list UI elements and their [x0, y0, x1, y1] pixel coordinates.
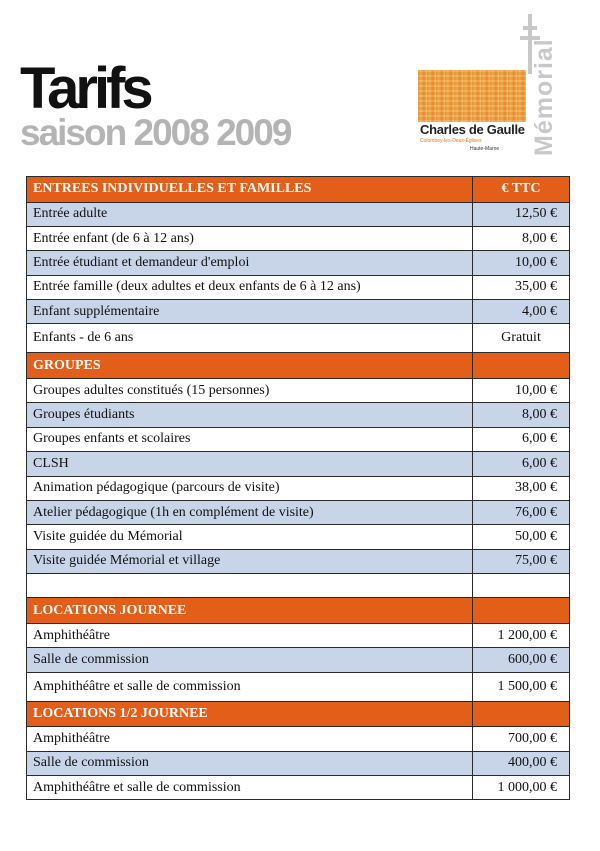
row-price: 35,00 € [473, 275, 570, 299]
table-row [27, 623, 570, 647]
table-row [27, 300, 570, 324]
row-label: Entrée famille (deux adultes et deux enfants de 6 à 12 ans) [27, 275, 473, 299]
page-subtitle: saison 2008 2009 [20, 112, 291, 153]
row-label: Amphithéâtre [27, 727, 473, 751]
section-header-groups [27, 353, 570, 379]
row-label: Groupes adultes constitués (15 personnes) [27, 378, 473, 402]
section-header-individual [27, 177, 570, 203]
section-title: GROUPES [27, 353, 473, 379]
table-row [27, 525, 570, 549]
row-label: Salle de commission [27, 648, 473, 672]
row-price: 8,00 € [473, 226, 570, 250]
row-price: 1 500,00 € [473, 672, 570, 701]
row-label: CLSH [27, 452, 473, 476]
table-row [27, 727, 570, 751]
row-label: Amphithéâtre et salle de commission [27, 672, 473, 701]
row-price: 4,00 € [473, 300, 570, 324]
table-row [27, 476, 570, 500]
table-row [27, 275, 570, 299]
row-price: 700,00 € [473, 727, 570, 751]
section-title: ENTREES INDIVIDUELLES ET FAMILLES [27, 177, 473, 203]
table-row [27, 751, 570, 775]
row-label: Groupes étudiants [27, 403, 473, 427]
table-row [27, 776, 570, 800]
section-title: LOCATIONS JOURNEE [27, 598, 473, 624]
table-row [27, 202, 570, 226]
row-label: Entrée adulte [27, 202, 473, 226]
row-label: Entrée enfant (de 6 à 12 ans) [27, 226, 473, 250]
row-price: 400,00 € [473, 751, 570, 775]
row-price: 12,50 € [473, 202, 570, 226]
section-header-day-rental [27, 598, 570, 624]
memorial-logo [412, 14, 562, 159]
row-label: Visite guidée Mémorial et village [27, 549, 473, 573]
row-price: Gratuit [473, 324, 570, 353]
row-label: Groupes enfants et scolaires [27, 427, 473, 451]
row-price: 10,00 € [473, 251, 570, 275]
table-row [27, 403, 570, 427]
table-row [27, 672, 570, 701]
row-price: 76,00 € [473, 500, 570, 524]
row-price: 10,00 € [473, 378, 570, 402]
row-label: Atelier pédagogique (1h en complément de visite) [27, 500, 473, 524]
logo-region: Haute-Marne [470, 146, 500, 152]
row-price: 1 000,00 € [473, 776, 570, 800]
logo-name: Charles de Gaulle [420, 122, 525, 137]
table-row [27, 648, 570, 672]
row-price: 75,00 € [473, 549, 570, 573]
row-price: 6,00 € [473, 452, 570, 476]
row-price: 1 200,00 € [473, 623, 570, 647]
table-row [27, 226, 570, 250]
row-label: Amphithéâtre et salle de commission [27, 776, 473, 800]
row-label: Animation pédagogique (parcours de visite) [27, 476, 473, 500]
table-row [27, 427, 570, 451]
table-row [27, 324, 570, 353]
row-label [27, 574, 473, 598]
row-price: 38,00 € [473, 476, 570, 500]
row-label: Enfants - de 6 ans [27, 324, 473, 353]
section-header-half-day-rental [27, 701, 570, 727]
row-label: Salle de commission [27, 751, 473, 775]
row-price: 50,00 € [473, 525, 570, 549]
table-row [27, 549, 570, 573]
page-title: Tarifs [20, 56, 150, 121]
table-row [27, 452, 570, 476]
table-row [27, 500, 570, 524]
section-title: LOCATIONS 1/2 JOURNEE [27, 701, 473, 727]
row-label: Entrée étudiant et demandeur d'emploi [27, 251, 473, 275]
table-row [27, 251, 570, 275]
price-column-header [473, 701, 570, 727]
row-price: 600,00 € [473, 648, 570, 672]
row-label: Amphithéâtre [27, 623, 473, 647]
price-column-header: € TTC [473, 177, 570, 203]
logo-place: Colombey-les-Deux-Églises [420, 138, 482, 144]
row-price: 6,00 € [473, 427, 570, 451]
row-label: Enfant supplémentaire [27, 300, 473, 324]
table-row [27, 378, 570, 402]
price-column-header [473, 598, 570, 624]
logo-vertical-text: Mémorial [530, 38, 558, 156]
price-column-header [473, 353, 570, 379]
price-table [26, 176, 570, 800]
row-price: 8,00 € [473, 403, 570, 427]
row-label: Visite guidée du Mémorial [27, 525, 473, 549]
table-row-empty [27, 574, 570, 598]
row-price [473, 574, 570, 598]
logo-orange-block [418, 70, 526, 122]
